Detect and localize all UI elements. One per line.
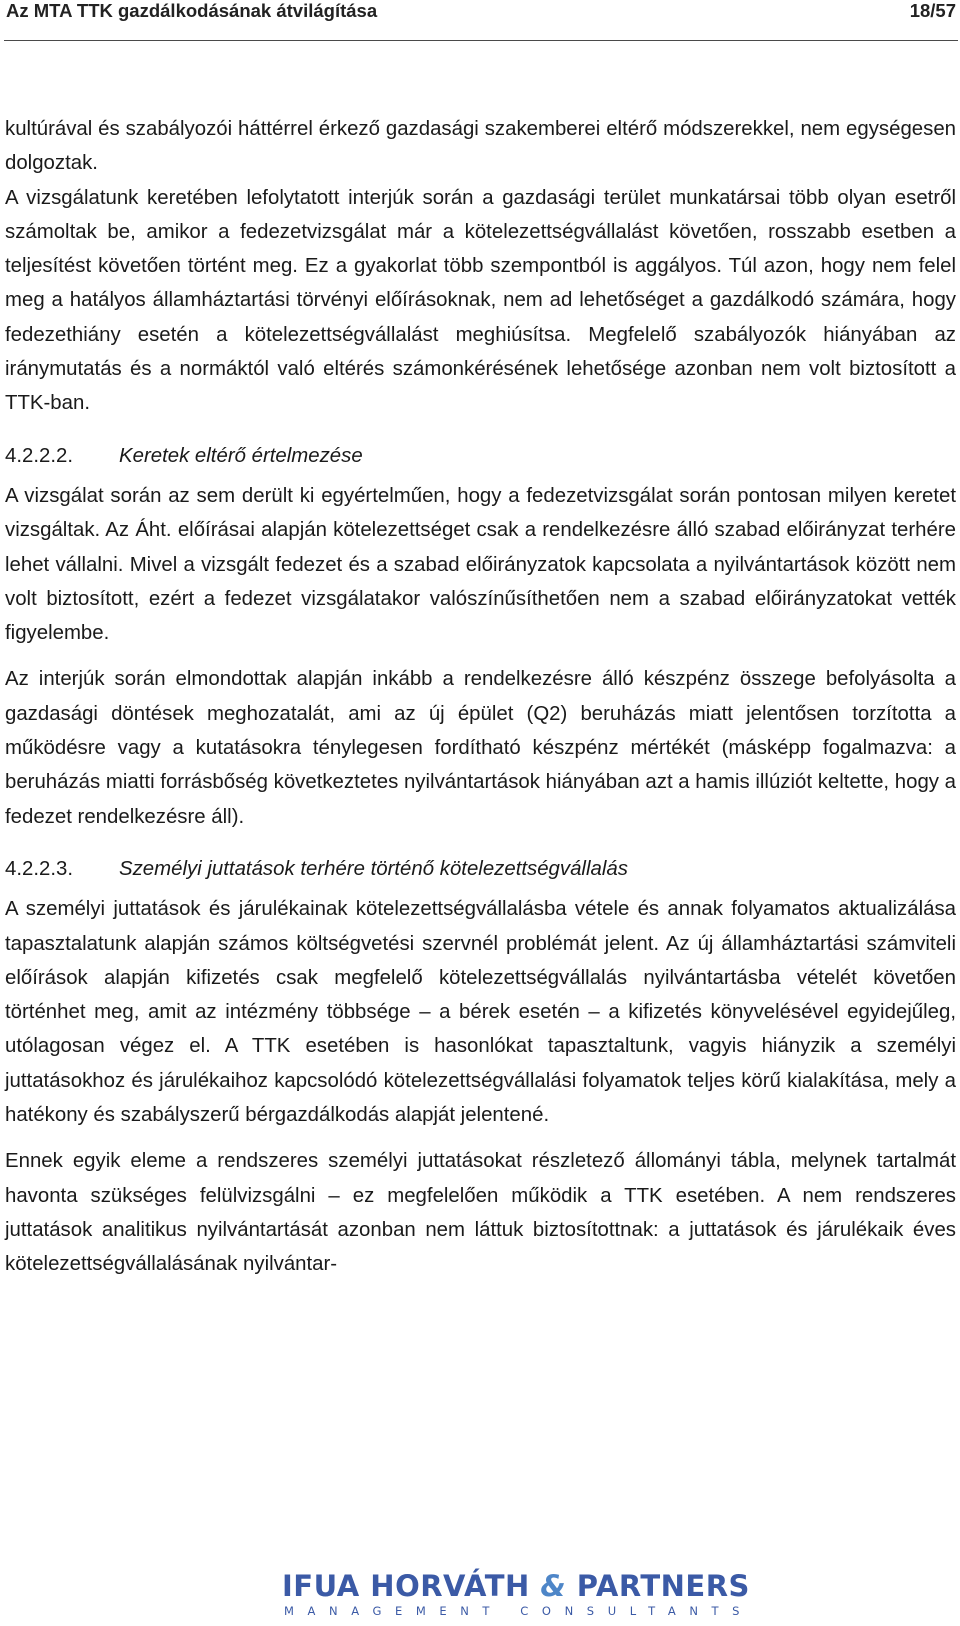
section-title: Személyi juttatások terhére történő kötelezettségvállalás (119, 857, 628, 880)
page-number: 18/57 (909, 0, 956, 21)
paragraph: kultúrával és szabályozói háttérrel érkező gazdasági szakemberei eltérő módszerekkel, nem egységesen dolgoztak. (5, 118, 956, 175)
section-number: 4.2.2.2. (5, 444, 74, 467)
section-number: 4.2.2.3. (5, 857, 74, 880)
paragraph: A vizsgálat során az sem derült ki egyértelműen, hogy a fedezetvizsgálat során pontosan milyen keretet vizsgáltak. Az Áht. előírásai alapján kötelezettséget csak a rendelkezésre álló szabad előirányzat terhére lehet vállalni. Mivel a vizsgált fedezet és a szabad előirányzatok kapcsolata a nyilvántartások között nem volt biztosított, ezért a fedezet vizsgálatakor valószínűsíthetően nem a szabad előirányzatokat vették figyelembe. (5, 484, 956, 645)
section-heading (5, 852, 956, 886)
paragraph: Ennek egyik eleme a rendszeres személyi juttatásokat részletező állományi tábla, melynek tartalmát havonta szükséges felülvizsgálni – ez megfelelően működik a TTK esetében. A nem rendszeres juttatások analitikus nyilvántartását azonban nem láttuk biztosítottnak: a juttatások és járulékaik éves kötelezettségvállalásának nyilvántar- (5, 1150, 956, 1276)
section-title: Keretek eltérő értelmezése (119, 444, 363, 467)
logo-tagline: MANAGEMENT CONSULTANTS (284, 1604, 754, 1618)
paragraph: A személyi juttatások és járulékainak kötelezettségvállalásba vétele és annak folyamatos aktualizálása tapasztalatunk alapján számos költségvetési szervnél problémát jelent. Az új államháztartási számviteli előírások alapján kifizetés csak megfelelő kötelezettségvállalás nyilvántartásba vételét követően történhet meg, amit az intézmény többsége – a bérek esetén – a kifizetés könyvelésével egyidejűleg, utólagosan végez el. A TTK esetében is hasonlókat tapasztaltunk, vagyis hiányzik a személyi juttatásokhoz és járulékaihoz kapcsolódó kötelezettségvállalási folyamatok teljes körű kialakítása, mely a hatékony és szabályszerű bérgazdálkodás alapját jelentené. (5, 898, 956, 1127)
company-logo (282, 1569, 754, 1620)
document-body (5, 112, 956, 1282)
section-heading (5, 439, 956, 473)
page-header (4, 0, 958, 41)
document-title: Az MTA TTK gazdálkodásának átvilágítása (6, 0, 378, 21)
paragraph: Az interjúk során elmondottak alapján inkább a rendelkezésre álló készpénz összege befolyásolta a gazdasági döntések meghozatalát, ami az új épület (Q2) beruházás miatt jelentősen torzította a működésre vagy a kutatásokra ténylegesen fordítható készpénz mértékét (másképp fogalmazva: a beruházás miatti forrásbőség következtetes nyilvántartások hiányában azt a hamis illúziót keltette, hogy a fedezet rendelkezésre áll). (5, 668, 956, 828)
paragraph: A vizsgálatunk keretében lefolytatott interjúk során a gazdasági terület munkatársai több olyan esetről számoltak be, amikor a fedezetvizsgálat már a kötelezettségvállalást követően, rosszabb esetben a teljesítést követően történt meg. Ez a gyakorlat több szempontból is aggályos. Túl azon, hogy nem felel meg a hatályos államháztartási törvényi előírásoknak, nem ad lehetőséget a gazdálkodó számára, hogy fedezethiány esetén a kötelezettségvállalást meghiúsítsa. Megfelelő szabályozók hiányában az iránymutatás és a normáktól való eltérés számonkérésének lehetősége azonban nem volt biztosított a TTK-ban. (5, 186, 956, 415)
logo-wordmark: IFUA HORVÁTH & PARTNERS (282, 1569, 750, 1603)
